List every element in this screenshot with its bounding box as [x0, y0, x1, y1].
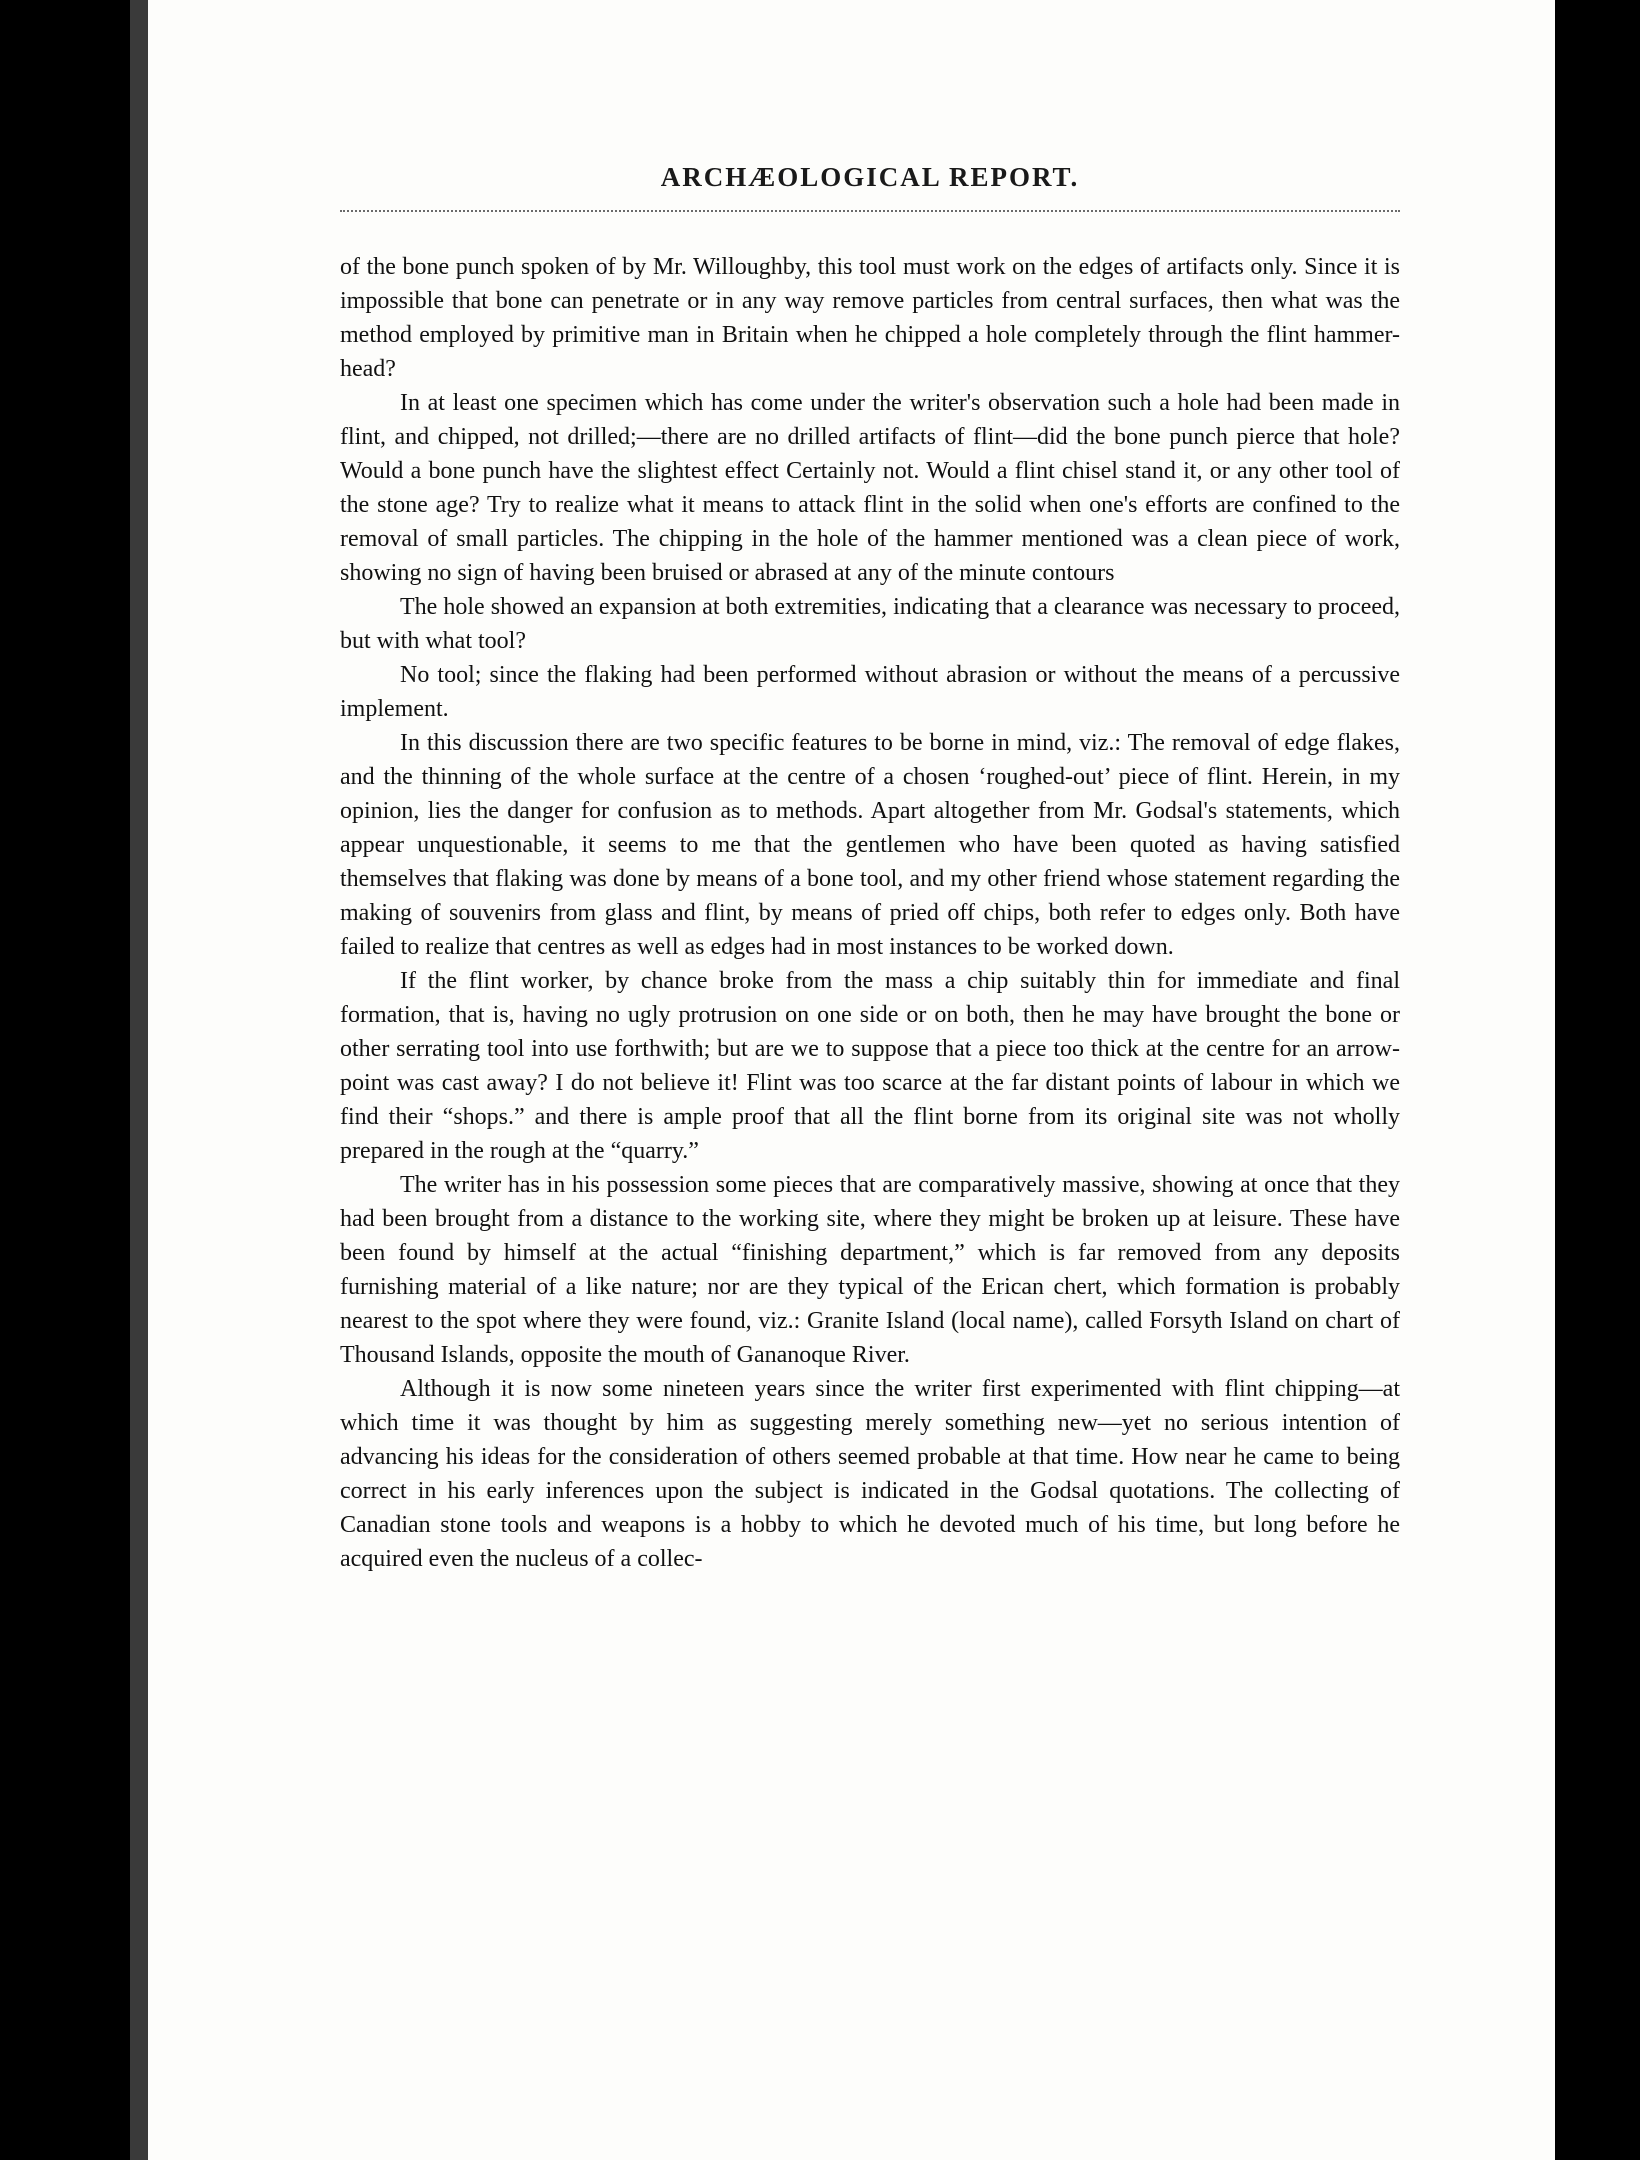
paragraph: In at least one specimen which has come under the writer's observation such a hole had been made in flint, and chipped, not drilled;—there are no drilled artifacts of flint—did the bone punch pierce that hole? Would a bone punch have the slightest effect Certainly not. Would a flint chisel stand it, or any other tool of the stone age? Try to realize what it means to attack flint in the solid when one's efforts are confined to the removal of small particles. The chipping in the hole of the hammer mentioned was a clean piece of work, showing no sign of having been bruised or abrased at any of the minute contours: [340, 390, 1400, 586]
paragraph: In this discussion there are two specific features to be borne in mind, viz.: The removal of edge flakes, and the thinning of the whole surface at the centre of a chosen ‘roughed-out’ piece of flint. Herein, in my opinion, lies the danger for confusion as to methods. Apart altogether from Mr. Godsal's statements, which appear unquestionable, it seems to me that the gentlemen who have been quoted as having satisfied themselves that flaking was done by means of a bone tool, and my other friend whose statement regarding the making of souvenirs from glass and flint, by means of pried off chips, both refer to edges only. Both have failed to realize that centres as well as edges had in most instances to be worked down.: [340, 730, 1400, 960]
paragraph: No tool; since the flaking had been performed without abrasion or without the means of a percussive implement.: [340, 662, 1400, 722]
paragraph: of the bone punch spoken of by Mr. Willoughby, this tool must work on the edges of artifacts only. Since it is impossible that bone can penetrate or in any way remove particles from central surfaces, then what was the method employed by primitive man in Britain when he chipped a hole completely through the flint hammer-head?: [340, 254, 1400, 382]
body-text: [340, 250, 1400, 1990]
running-head: ARCHÆOLOGICAL REPORT.: [660, 162, 1080, 192]
paragraph: If the flint worker, by chance broke from the mass a chip suitably thin for immediate and final formation, that is, having no ugly protrusion on one side or on both, then he may have brought the bone or other serrating tool into use forthwith; but are we to suppose that a piece too thick at the centre for an arrow-point was cast away? I do not believe it! Flint was too scarce at the far distant points of labour in which we find their “shops.” and there is ample proof that all the flint borne from its original site was not wholly prepared in the rough at the “quarry.”: [340, 968, 1400, 1164]
scan-border-right: [1555, 0, 1640, 2160]
paragraph: Although it is now some nineteen years since the writer first experimented with flint chipping—at which time it was thought by him as suggesting merely something new—yet no serious intention of advancing his ideas for the consideration of others seemed probable at that time. How near he came to being correct in his early inferences upon the subject is indicated in the Godsal quotations. The collecting of Canadian stone tools and weapons is a hobby to which he devoted much of his time, but long before he acquired even the nucleus of a collec-: [340, 1376, 1400, 1572]
paragraph: The hole showed an expansion at both extremities, indicating that a clearance was necessary to proceed, but with what tool?: [340, 594, 1400, 654]
binding-edge: [130, 0, 148, 2160]
header-rule: [340, 210, 1400, 212]
paragraph: The writer has in his possession some pieces that are comparatively massive, showing at once that they had been brought from a distance to the working site, where they might be broken up at leisure. These have been found by himself at the actual “finishing department,” which is far removed from any deposits furnishing material of a like nature; nor are they typical of the Erican chert, which formation is probably nearest to the spot where they were found, viz.: Granite Island (local name), called Forsyth Island on chart of Thousand Islands, opposite the mouth of Gananoque River.: [340, 1172, 1400, 1368]
